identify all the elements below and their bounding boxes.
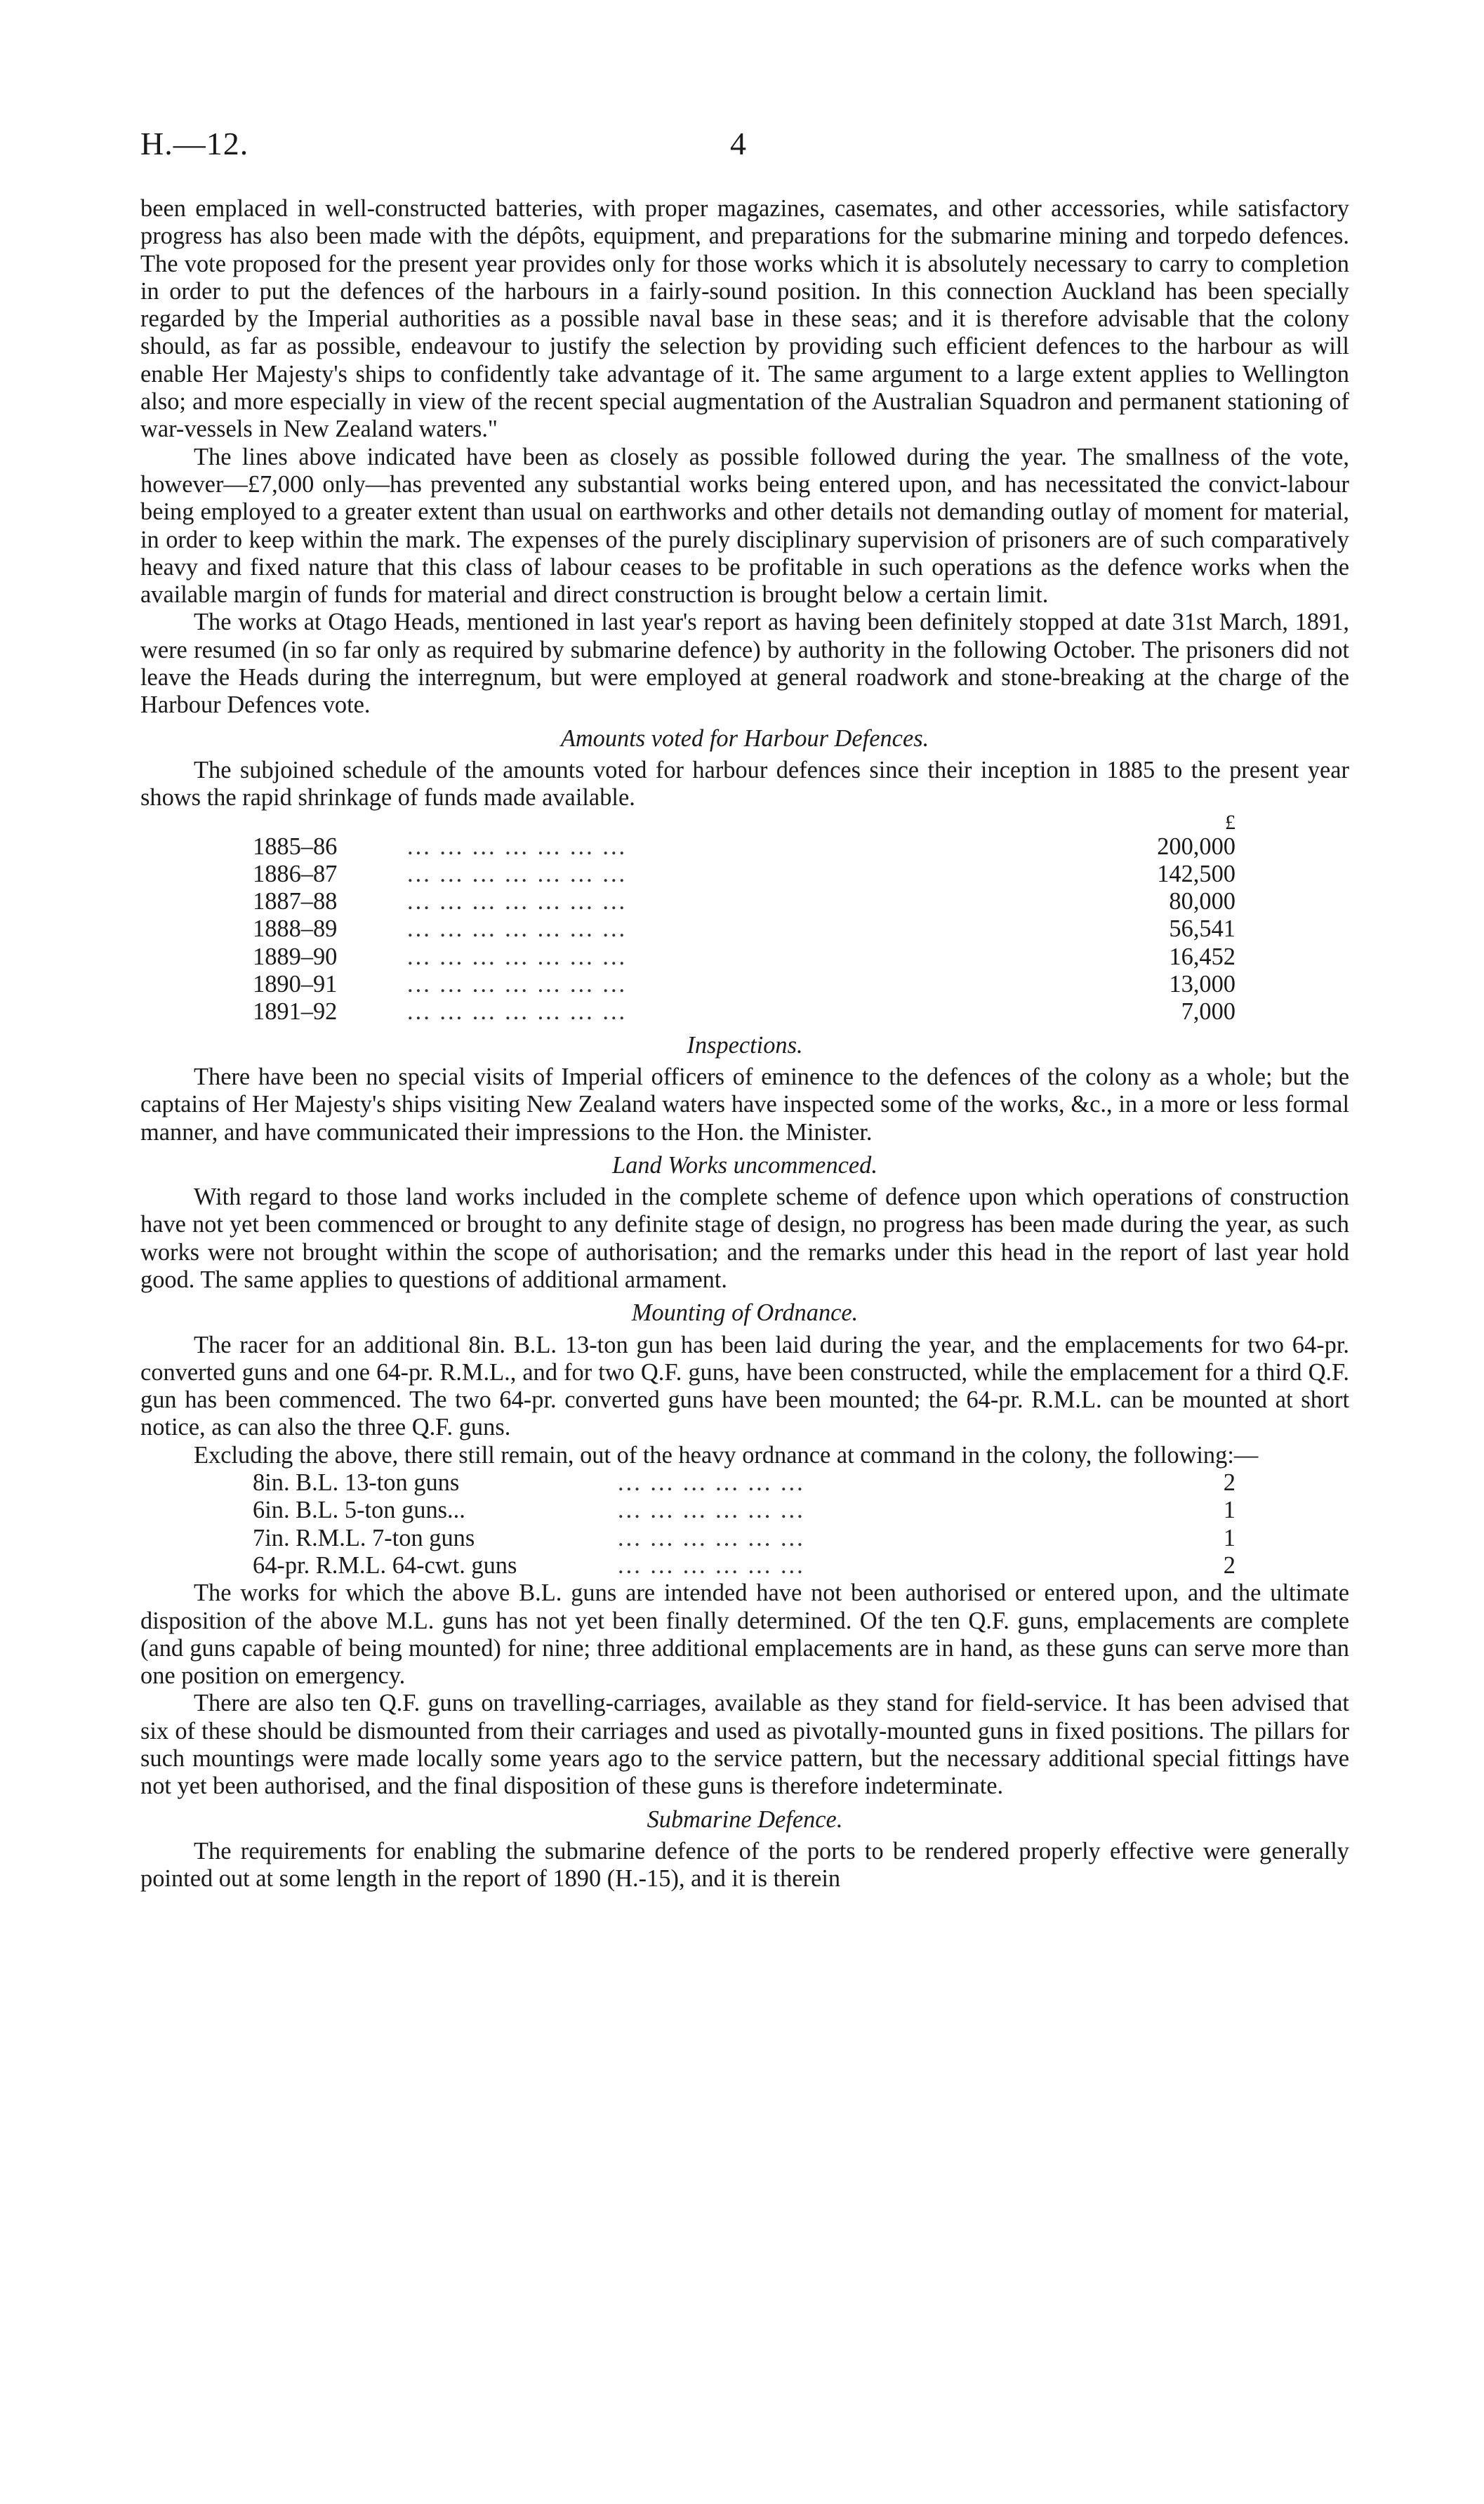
vote-year: 1887–88	[253, 888, 338, 915]
table-row	[253, 1497, 1235, 1524]
paragraph-ordnance-1: The racer for an additional 8in. B.L. 13-ton gun has been laid during the year, and the emplacements for two 64-pr. converted guns and one 64-pr. R.M.L., and for two Q.F. guns, have been constructed, while the emplacement for a third Q.F. gun has been commenced. The two 64-pr. converted guns have been mounted; the 64-pr. R.M.L. can be mounted at short notice, as can also the three Q.F. guns.	[140, 1331, 1349, 1441]
gun-count: 2	[1223, 1469, 1235, 1497]
dot-leader: ... ... ... ... ... ...	[618, 1524, 805, 1551]
vote-amount: 56,541	[1169, 915, 1235, 943]
table-row	[253, 888, 1235, 915]
vote-year: 1890–91	[253, 971, 338, 998]
table-row	[253, 998, 1235, 1026]
vote-amount: 200,000	[1157, 833, 1235, 860]
gun-count: 2	[1223, 1551, 1235, 1579]
section-heading-ordnance: Mounting of Ordnance.	[631, 1299, 859, 1327]
vote-amount: 80,000	[1169, 888, 1235, 915]
paragraph-ordnance-3: The works for which the above B.L. guns are intended have not been authorised or entered upon, and the ultimate disposition of the above M.L. guns has not yet been finally determined. Of the ten Q.F. guns, emplacements are complete (and guns capable of being mounted) for nine; three additional emplacements are in hand, as these guns can serve more than one position on emergency.	[140, 1579, 1349, 1690]
dot-leader: ... ... ... ... ... ...	[618, 1469, 805, 1497]
dot-leader: ... ... ... ... ... ... ...	[407, 860, 628, 887]
vote-year: 1885–86	[253, 833, 338, 860]
vote-amount: 7,000	[1181, 998, 1235, 1026]
document-reference: H.—12.	[140, 126, 249, 161]
section-heading-land-works: Land Works uncommenced.	[612, 1151, 877, 1179]
table-row	[253, 1552, 1235, 1579]
dot-leader: ... ... ... ... ... ... ...	[407, 833, 628, 860]
gun-name: 7in. R.M.L. 7-ton guns	[253, 1524, 475, 1551]
dot-leader: ... ... ... ... ... ... ...	[407, 888, 628, 915]
paragraph-ordnance-4: There are also ten Q.F. guns on travelling-carriages, available as they stand for field-service. It has been advised that six of these should be dismounted from their carriages and used as pivotally-mounted guns in fixed positions. The pillars for such mountings were made locally some years ago to the service pattern, but the necessary additional special fittings have not yet been authorised, and the final disposition of these guns is therefore indeterminate.	[140, 1690, 1349, 1800]
dot-leader: ... ... ... ... ... ... ...	[407, 971, 628, 998]
document-body	[140, 195, 1349, 1893]
dot-leader: ... ... ... ... ... ...	[618, 1497, 805, 1524]
gun-name: 64-pr. R.M.L. 64-cwt. guns	[253, 1551, 517, 1579]
paragraph-land-works: With regard to those land works included in the complete scheme of defence upon which operations of construction have not yet been commenced or brought to any definite stage of design, no progress has been made during the year, as such works were not brought within the scope of authorisation; and the remarks under this head in the report of last year hold good. The same applies to questions of additional armament.	[140, 1184, 1349, 1293]
dot-leader: ... ... ... ... ... ... ...	[407, 943, 628, 970]
amount-unit-label: £	[1225, 810, 1235, 834]
paragraph-intro-3: The works at Otago Heads, mentioned in last year's report as having been definitely stopped at date 31st March, 1891, were resumed (in so far only as required by submarine defence) by authority in the following October. The prisoners did not leave the Heads during the interregnum, but were employed at general roadwork and stone-breaking at the charge of the Harbour Defences vote.	[140, 609, 1349, 719]
paragraph-intro-1: been emplaced in well-constructed batteries, with proper magazines, casemates, and other accessories, while satisfactory progress has also been made with the dépôts, equipment, and preparations for the submarine mining and torpedo defences. The vote proposed for the present year provides only for those works which it is absolutely necessary to carry to completion in order to put the defences of the harbours in a fairly-sound position. In this connection Auckland has been specially regarded by the Imperial authorities as a possible naval base in these seas; and it is therefore advisable that the colony should, as far as possible, endeavour to justify the selection by providing such efficient defences to the harbour as will enable Her Majesty's ships to confidently take advantage of it. The same argument to a large extent applies to Wellington also; and more especially in view of the recent special augmentation of the Australian Squadron and permanent stationing of war-vessels in New Zealand waters."	[140, 195, 1349, 443]
paragraph-inspections: There have been no special visits of Imperial officers of eminence to the defences of the colony as a whole; but the captains of Her Majesty's ships visiting New Zealand waters have inspected some of the works, &c., in a more or less formal manner, and have communicated their impressions to the Hon. the Minister.	[140, 1063, 1349, 1146]
vote-year: 1886–87	[253, 860, 338, 887]
table-row	[253, 833, 1235, 861]
section-heading-inspections: Inspections.	[687, 1031, 803, 1059]
vote-amount: 142,500	[1157, 860, 1235, 887]
vote-year: 1891–92	[253, 998, 338, 1026]
gun-name: 6in. B.L. 5-ton guns...	[253, 1497, 465, 1524]
votes-schedule-table	[253, 833, 1235, 1026]
vote-year: 1888–89	[253, 915, 338, 943]
paragraph-ordnance-2: Excluding the above, there still remain, out of the heavy ordnance at command in the colony, the following:—	[194, 1441, 1259, 1469]
vote-amount: 16,452	[1169, 943, 1235, 970]
vote-year: 1889–90	[253, 943, 338, 970]
gun-name: 8in. B.L. 13-ton guns	[253, 1469, 460, 1497]
section-heading-amounts: Amounts voted for Harbour Defences.	[560, 724, 929, 752]
table-row	[253, 1525, 1235, 1552]
section-heading-submarine: Submarine Defence.	[647, 1806, 843, 1833]
gun-count: 1	[1223, 1497, 1235, 1524]
dot-leader: ... ... ... ... ... ...	[618, 1551, 805, 1579]
table-row	[253, 861, 1235, 888]
table-row	[253, 971, 1235, 998]
table-row	[253, 1469, 1235, 1497]
paragraph-intro-2: The lines above indicated have been as closely as possible followed during the year. The smallness of the vote, however—£7,000 only—has prevented any substantial works being entered upon, and has necessitated the convict-labour being employed to a greater extent than usual on earthworks and other details not demanding outlay of moment for material, in order to keep within the mark. The expenses of the purely disciplinary supervision of prisoners are of such comparatively heavy and fixed nature that this class of labour ceases to be profitable in such operations as the defence works when the available margin of funds for material and direct construction is brought below a certain limit.	[140, 443, 1349, 609]
vote-amount: 13,000	[1169, 971, 1235, 998]
dot-leader: ... ... ... ... ... ... ...	[407, 998, 628, 1026]
dot-leader: ... ... ... ... ... ... ...	[407, 915, 628, 943]
table-row	[253, 943, 1235, 971]
paragraph-amounts: The subjoined schedule of the amounts voted for harbour defences since their inception in 1885 to the present year shows the rapid shrinkage of funds made available.	[140, 756, 1349, 812]
paragraph-submarine: The requirements for enabling the submarine defence of the ports to be rendered properly effective were generally pointed out at some length in the report of 1890 (H.-15), and it is therein	[140, 1837, 1349, 1893]
gun-count: 1	[1223, 1524, 1235, 1551]
table-row	[253, 915, 1235, 943]
page-number: 4	[730, 126, 746, 161]
ordnance-table	[253, 1469, 1235, 1579]
